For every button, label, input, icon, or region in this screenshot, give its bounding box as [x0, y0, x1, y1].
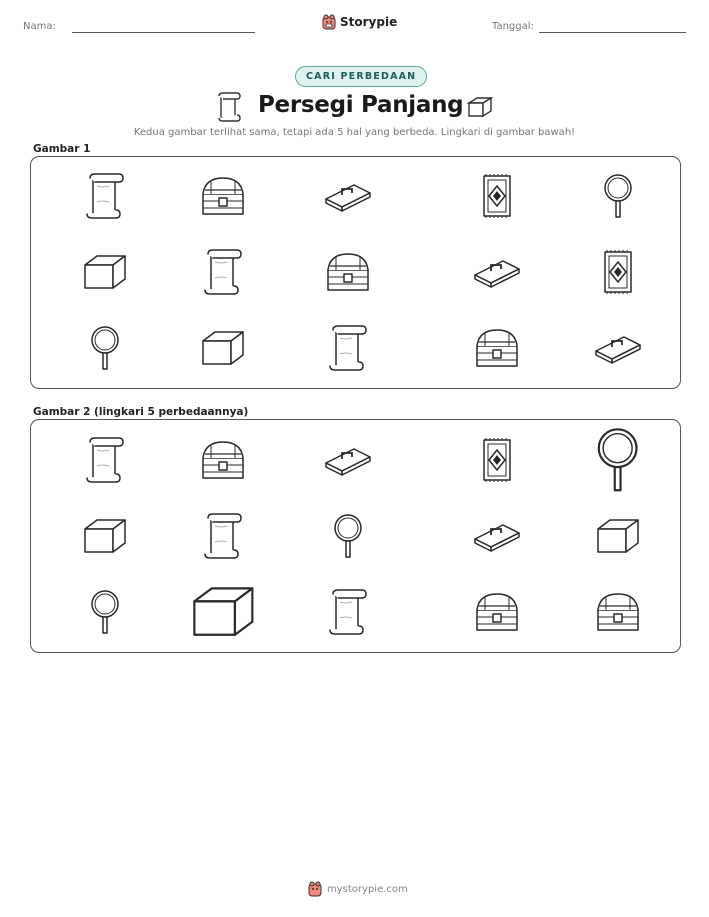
tray-icon[interactable] [318, 428, 378, 492]
cube-icon [75, 240, 135, 304]
tray-icon [467, 240, 527, 304]
magnifier-icon[interactable] [75, 580, 135, 644]
tray-icon [588, 316, 648, 380]
cube-icon[interactable] [588, 504, 648, 568]
instructions: Kedua gambar terlihat sama, tetapi ada 5 hal yang berbeda. Lingkari di gambar bawah! [133, 127, 576, 138]
name-label: Nama: [23, 21, 56, 32]
magnifier-icon [588, 164, 648, 228]
cube-icon[interactable] [75, 504, 135, 568]
scroll-icon[interactable] [75, 428, 135, 492]
chest-icon[interactable] [467, 580, 527, 644]
scroll-icon[interactable] [193, 504, 253, 568]
panel2-label: Gambar 2 (lingkari 5 perbedaannya) [33, 406, 249, 418]
scroll-icon [216, 92, 242, 122]
footer-url: mystorypie.com [327, 883, 408, 895]
chest-icon [193, 164, 253, 228]
chest-icon[interactable] [588, 580, 648, 644]
footer [308, 881, 408, 897]
chest-icon [318, 240, 378, 304]
chest-icon [467, 316, 527, 380]
cube-icon [466, 95, 494, 119]
page-title: Persegi Panjang [258, 92, 464, 118]
rug-icon [588, 240, 648, 304]
brand-logo [322, 14, 397, 30]
scroll-icon [75, 164, 135, 228]
magnifier-icon[interactable] [588, 428, 648, 492]
cube-icon[interactable] [193, 580, 253, 644]
rug-icon [467, 164, 527, 228]
rug-icon[interactable] [467, 428, 527, 492]
chest-icon[interactable] [193, 428, 253, 492]
cube-icon [193, 316, 253, 380]
date-label: Tanggal: [492, 21, 534, 32]
storypie-logo-icon [322, 14, 336, 30]
activity-badge: CARI PERBEDAAN [295, 66, 427, 87]
magnifier-icon[interactable] [318, 504, 378, 568]
scroll-icon[interactable] [318, 580, 378, 644]
scroll-icon [318, 316, 378, 380]
magnifier-icon [75, 316, 135, 380]
storypie-logo-icon [308, 881, 322, 897]
name-line[interactable] [72, 32, 255, 33]
brand-name: Storypie [340, 15, 398, 29]
panel1-label: Gambar 1 [33, 143, 91, 155]
tray-icon[interactable] [467, 504, 527, 568]
date-line[interactable] [539, 32, 686, 33]
scroll-icon [193, 240, 253, 304]
tray-icon [318, 164, 378, 228]
